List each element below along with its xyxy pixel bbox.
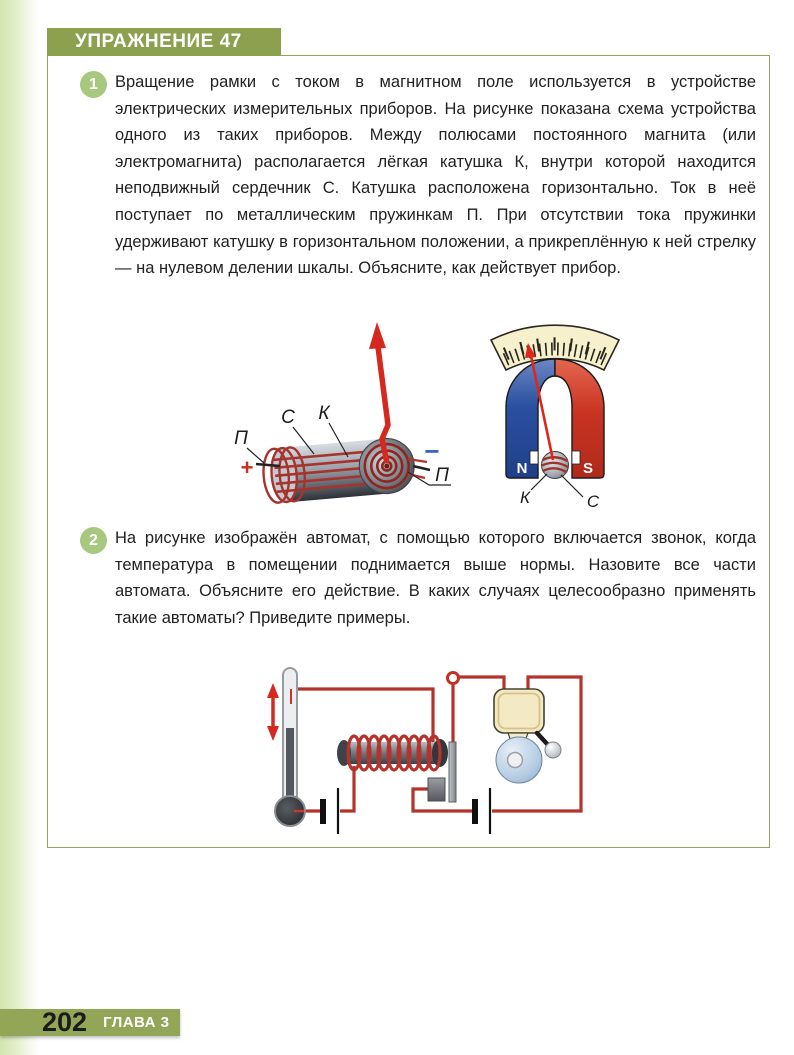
exercise-box <box>47 55 770 848</box>
core-small-label: С <box>586 492 600 511</box>
core-label: С <box>281 407 295 428</box>
right-lead-wire <box>413 466 430 470</box>
coil-with-core <box>234 322 451 504</box>
exercise-number-badge: 1 <box>80 71 107 98</box>
battery-right <box>475 788 490 834</box>
page-number: 202 <box>42 1007 88 1037</box>
figure-galvanometer <box>181 313 776 521</box>
south-pole-label: S <box>582 460 594 477</box>
exercise-number-badge: 2 <box>80 527 107 554</box>
electromagnet-coil <box>337 736 448 770</box>
chapter-label: ГЛАВА 3 <box>103 1014 170 1031</box>
temperature-range-arrow <box>267 683 279 741</box>
minus-terminal-label: − <box>424 436 440 466</box>
page-footer <box>0 1009 180 1036</box>
plus-terminal-label: + <box>240 455 254 480</box>
exercise-text: На рисунке изображён автомат, с помощью которого включается звонок, когда температура в помещении поднимается выше нормы. Назовите все части автомата. Объясните его действие. В каких случаях целесообразно применять такие автоматы? Приведите примеры. <box>115 529 756 627</box>
coil-small-label: К <box>519 488 531 507</box>
exercise-header <box>47 28 281 56</box>
north-pole-label: N <box>516 460 528 477</box>
figure-thermostat-bell <box>256 656 596 848</box>
battery-left <box>323 788 338 834</box>
exercise-text: Вращение рамки с током в магнитном поле используется в устройстве электрических измерительных приборов. На рисунке показана схема устройства одного из таких приборов. Между полюсами постоянного магнита (или электромагнита) располагается лёгкая катушка К, внутри которой находится неподвижный сердечник С. Катушка расположена горизонтально. Ток в неё поступает по металлическим пружинкам П. При отсутствии тока пружинки удерживают катушку в горизонтальном положении, а прикреплённую к ней стрелку — на нулевом делении шкалы. Объясните, как действует прибор. <box>115 73 756 278</box>
terminal-to-bell-wire <box>458 677 504 690</box>
spring-right-label: П <box>435 465 449 486</box>
coil-label: К <box>318 403 330 424</box>
mercury-column <box>286 728 294 803</box>
contact-block <box>428 778 445 801</box>
striker-hammer <box>545 742 561 758</box>
electric-bell <box>494 689 561 783</box>
exercise-title: УПРАЖНЕНИЕ 47 <box>75 31 242 52</box>
bell-hub <box>508 753 523 768</box>
page-edge-gradient <box>0 0 38 1055</box>
terminal-point <box>448 673 459 684</box>
thermometer <box>267 668 305 826</box>
thermostat-circuit-diagram <box>256 656 596 848</box>
horseshoe-magnet-meter <box>491 325 619 511</box>
exercise-item-1 <box>80 69 756 282</box>
spring-left-label: П <box>234 428 248 449</box>
battery-to-coil-wire <box>340 766 354 811</box>
galvanometer-diagram <box>181 313 776 521</box>
contact-strip <box>449 742 456 802</box>
thermometer-to-coil-wire <box>292 689 433 742</box>
exercise-item-2 <box>80 525 756 631</box>
